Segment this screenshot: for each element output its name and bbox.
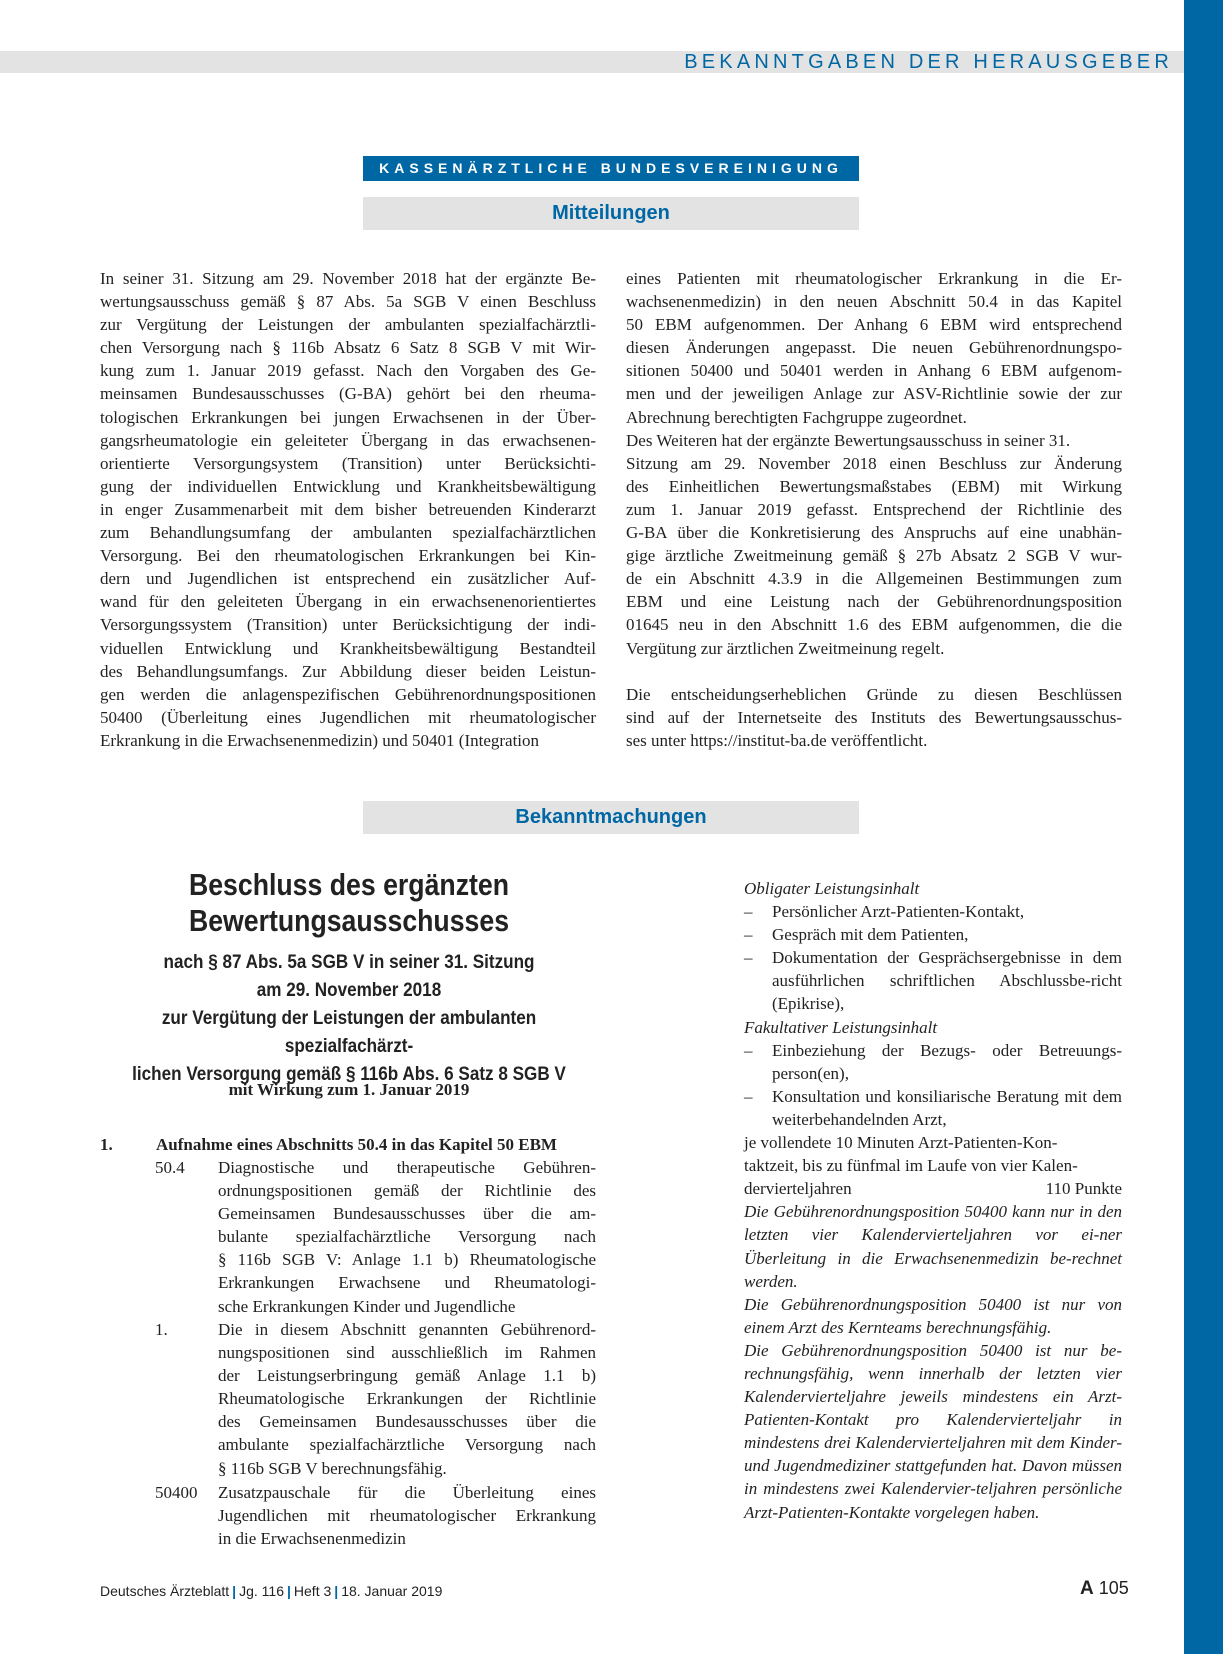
text-line: 01645 neu in den Abschnitt 1.6 des EBM aufgenommen, die die <box>626 615 1122 635</box>
service-description-column <box>744 877 1122 1524</box>
text-line: in die Erwachsenenmedizin <box>218 1529 406 1549</box>
optional-heading: Fakultativer Leistungsinhalt <box>744 1017 938 1037</box>
text-line: ordnungspositionen gemäß der Richtlinie des <box>218 1181 596 1201</box>
page-prefix: A <box>1080 1578 1094 1599</box>
journal-name: Deutsches Ärzteblatt <box>100 1583 230 1599</box>
text-line: EBM und eine Leistung nach der Gebührenordnungsposition <box>626 592 1122 612</box>
journal-issue: Heft 3 <box>293 1583 332 1599</box>
resolution-subtitle-line-4: lichen Versorgung gemäß § 116b Abs. 6 Satz 8 SGB V <box>132 1064 566 1085</box>
text-line: gen werden die anlagenspezifischen Gebührenordnungspositionen <box>100 684 596 704</box>
text-line: Erkrankung in die Erwachsenenmedizin) und 50401 (Integration <box>100 730 540 750</box>
mitteilungen-left-column <box>100 267 596 752</box>
mitteilungen-right-column <box>626 267 1122 752</box>
dash-bullet: – <box>744 902 753 922</box>
optional-list <box>744 1039 1122 1131</box>
item-1-number: 1. <box>100 1135 113 1154</box>
text-line: wachsenenmedizin) in den neuen Abschnitt 50.4 in das Kapitel <box>626 292 1122 312</box>
text-line: Die in diesem Abschnitt genannten Gebührenord- <box>218 1320 596 1339</box>
dash-bullet: – <box>744 925 753 945</box>
text-line: Des Weiteren hat der ergänzte Bewertungsausschuss in seiner 31. <box>626 430 1071 450</box>
count-line-2: taktzeit, bis zu fünfmal im Laufe von vier Kalen- <box>744 1156 1078 1176</box>
text-line: tologischen Erkrankungen bei jungen Erwachsenen in der Über- <box>100 407 596 427</box>
resolution-title-line-2: Bewertungsausschusses <box>188 903 510 938</box>
note-paragraph: Die Gebührenordnungsposition 50400 ist nur von einem Arzt des Kernteams berechnungsfähig. <box>744 1294 1122 1337</box>
obligatory-heading: Obligater Leistungsinhalt <box>744 879 920 898</box>
text-line: G-BA über die Konkretisierung des Anspruchs auf eine unabhän- <box>626 523 1122 543</box>
text-line: Versorgungssystem (Transition) unter Berücksichtigung der indi- <box>100 615 596 635</box>
page-number-value: 105 <box>1098 1578 1129 1598</box>
list-item <box>744 1039 1122 1085</box>
text-line: wand für den geleiteten Übergang in ein erwachsenenorientiertes <box>100 592 596 612</box>
resolution-subtitle-line-1: nach § 87 Abs. 5a SGB V in seiner 31. Sitzung <box>163 952 535 973</box>
section-heading-mitteilungen: Mitteilungen <box>363 197 859 230</box>
organization-banner: KASSENÄRZTLICHE BUNDESVEREINIGUNG <box>363 156 859 181</box>
text-line: Erkrankungen Erwachsene und Rheumatologi- <box>218 1273 596 1293</box>
text-line: § 116b SGB V: Anlage 1.1 b) Rheumatologische <box>218 1250 596 1270</box>
text-line: gangsrheumatologie ein geleiteter Übergang in das erwachsenen- <box>100 430 596 450</box>
text-line <box>626 660 1122 683</box>
text-line: ses unter https://institut-ba.de veröffentlicht. <box>626 730 928 750</box>
text-line: Diagnostische und therapeutische Gebühren- <box>218 1158 596 1177</box>
count-line-3: dervierteljahren <box>744 1179 852 1199</box>
text-line: zur Vergütung der Leistungen der ambulanten spezialfachärztli- <box>100 315 596 335</box>
list-item-text: Einbeziehung der Bezugs- oder Betreuungs-person(en), <box>772 1040 1122 1083</box>
billing-notes <box>744 1200 1122 1523</box>
text-line: 50 EBM aufgenommen. Der Anhang 6 EBM wird entsprechend <box>626 315 1122 335</box>
text-line: des Gemeinsamen Bundesausschusses über die <box>218 1412 596 1432</box>
rule-1-text <box>218 1318 596 1480</box>
dash-bullet: – <box>744 1086 753 1106</box>
text-line: zum Behandlungsumfang der ambulanten spezialfachärztlichen <box>100 523 596 543</box>
list-item <box>744 900 1122 923</box>
list-item-text: Konsultation und konsiliarische Beratung mit dem weiterbehandelnden Arzt, <box>772 1086 1122 1129</box>
text-line: sitionen 50400 und 50401 werden in Anhang 6 EBM aufgenom- <box>626 361 1122 381</box>
resolution-subtitle-line-2: am 29. November 2018 <box>256 980 442 1001</box>
list-item-text: Persönlicher Arzt-Patienten-Kontakt, <box>772 902 1025 922</box>
obligatory-list <box>744 900 1122 1015</box>
dash-bullet: – <box>744 1040 753 1060</box>
resolution-subtitle-line-3: zur Vergütung der Leistungen der ambulanten spezialfachärzt- <box>161 1008 537 1057</box>
text-line: ambulante spezialfachärztliche Versorgung nach <box>218 1435 596 1455</box>
journal-date: 18. Januar 2019 <box>341 1583 443 1599</box>
text-line: Versorgung. Bei den rheumatologischen Erkrankungen bei Kin- <box>100 546 596 566</box>
text-line: men und der jeweiligen Anlage zur ASV-Richtlinie sowie der zur <box>626 384 1122 404</box>
text-line: kung zum 1. Januar 2019 gefasst. Nach den Vorgaben des Ge- <box>100 361 596 381</box>
text-line: des Behandlungsumfangs. Zur Abbildung dieser beiden Leistun- <box>100 661 596 681</box>
note-paragraph: Die Gebührenordnungsposition 50400 kann nur in den letzten vier Kalendervierteljahren vor ei-ner Überleitung in die Erwachsenenmedizin be-rechnet werden. <box>744 1202 1122 1291</box>
text-line: bulante spezialfachärztliche Versorgung nach <box>218 1227 596 1247</box>
text-line: der Leistungserbringung gemäß Anlage 1.1 b) <box>218 1366 596 1386</box>
list-item <box>744 946 1122 1015</box>
dash-bullet: – <box>744 948 753 968</box>
text-line: nungspositionen sind ausschließlich im Rahmen <box>218 1343 596 1363</box>
text-line: meinsamen Bundesausschusses (G-BA) gehört bei den rheuma- <box>100 384 596 404</box>
text-line: chen Versorgung nach § 116b Absatz 6 Satz 8 SGB V mit Wir- <box>100 338 596 358</box>
text-line: viduellen Entwicklung und Krankheitsbewältigung Bestandteil <box>100 638 596 658</box>
resolution-title-line-1: Beschluss des ergänzten <box>188 867 510 902</box>
text-line: de ein Abschnitt 4.3.9 in die Allgemeinen Bestimmungen zum <box>626 569 1122 589</box>
rule-1-number: 1. <box>155 1320 168 1339</box>
text-line: gige ärztliche Zweitmeinung gemäß § 27b Absatz 2 SGB V wur- <box>626 546 1122 566</box>
text-line: Sitzung am 29. November 2018 einen Beschluss zur Änderung <box>626 453 1122 473</box>
section-heading-bekanntmachungen: Bekanntmachungen <box>363 801 859 834</box>
list-item-text: Dokumentation der Gesprächsergebnisse in dem ausführlichen schriftlichen Abschlussbe-richt (Epikrise), <box>772 948 1122 1014</box>
text-line: Vergütung zur ärztlichen Zweitmeinung regelt. <box>626 638 945 658</box>
item-50-4-number: 50.4 <box>155 1158 185 1177</box>
right-accent-bar <box>1184 0 1223 1654</box>
text-line: gung der individuellen Entwicklung und Krankheitsbewältigung <box>100 476 596 496</box>
resolution-title-block <box>86 867 612 1089</box>
list-item <box>744 923 1122 946</box>
footer-separator: | <box>286 1583 291 1599</box>
journal-volume: Jg. 116 <box>239 1583 284 1599</box>
text-line: diesen Änderungen angepasst. Die neuen Gebührenordnungspo- <box>626 338 1122 358</box>
text-line: wertungsausschuss gemäß § 87 Abs. 5a SGB V einen Beschluss <box>100 292 596 312</box>
text-line: sind auf der Internetseite des Instituts des Bewertungsausschus- <box>626 707 1122 727</box>
count-line-1: je vollendete 10 Minuten Arzt-Patienten-Kon- <box>744 1133 1058 1153</box>
text-line: In seiner 31. Sitzung am 29. November 2018 hat der ergänzte Be- <box>100 269 596 288</box>
text-line: Jugendlichen mit rheumatologischer Erkrankung <box>218 1506 596 1526</box>
footer-separator: | <box>232 1583 237 1599</box>
text-line: Die entscheidungserheblichen Gründe zu diesen Beschlüssen <box>626 684 1122 704</box>
text-line: eines Patienten mit rheumatologischer Erkrankung in die Er- <box>626 269 1122 288</box>
publisher-label: BEKANNTGABEN DER HERAUSGEBER <box>684 51 1173 73</box>
item-50-4-text <box>218 1156 596 1318</box>
text-line: Rheumatologische Erkrankungen der Richtlinie <box>218 1389 596 1409</box>
points-row <box>744 1177 1122 1200</box>
footer-citation <box>100 1583 442 1599</box>
item-1-heading: Aufnahme eines Abschnitts 50.4 in das Kapitel 50 EBM <box>156 1135 557 1154</box>
points-value: 110 Punkte <box>1045 1179 1122 1199</box>
text-line: Gemeinsamen Bundesausschusses über die am- <box>218 1204 596 1224</box>
text-line: dern und Jugendlichen ist entsprechend ein zusätzlicher Auf- <box>100 569 596 589</box>
list-item <box>744 1085 1122 1131</box>
text-line: zum 1. Januar 2019 gefasst. Entsprechend der Richtlinie des <box>626 499 1122 519</box>
effective-date: mit Wirkung zum 1. Januar 2019 <box>228 1080 470 1099</box>
text-line: 50400 (Überleitung eines Jugendlichen mit rheumatologischer <box>100 707 596 727</box>
text-line: Abrechnung berechtigten Fachgruppe zugeordnet. <box>626 407 967 427</box>
text-line: § 116b SGB V berechnungsfähig. <box>218 1458 447 1478</box>
note-paragraph: Die Gebührenordnungsposition 50400 ist nur be-rechnungsfähig, wenn innerhalb der letzten vier Kalendervierteljahre jeweils mindestens ein Arzt-Patienten-Kontakt pro Kalendervierteljahr in mindestens drei Kalendervierteljahren mit dem Kinder- und Jugendmediziner stattgefunden hat. Davon müssen in mindestens zwei Kalendervier-teljahren persönliche Arzt-Patienten-Kontakte vorgelegen haben. <box>744 1340 1122 1522</box>
page-number <box>1080 1578 1129 1600</box>
text-line: in enger Zusammenarbeit mit dem bisher betreuenden Kinderarzt <box>100 499 596 519</box>
gop-50400-number: 50400 <box>155 1483 198 1502</box>
text-line: sche Erkrankungen Kinder und Jugendliche <box>218 1296 516 1316</box>
gop-50400-text <box>218 1481 596 1550</box>
text-line: Zusatzpauschale für die Überleitung eines <box>218 1483 596 1502</box>
footer-separator: | <box>334 1583 339 1599</box>
text-line: orientierte Versorgungsystem (Transition) unter Berücksichti- <box>100 453 596 473</box>
list-item-text: Gespräch mit dem Patienten, <box>772 925 969 945</box>
text-line: des Einheitlichen Bewertungsmaßstabes (EBM) mit Wirkung <box>626 476 1122 496</box>
